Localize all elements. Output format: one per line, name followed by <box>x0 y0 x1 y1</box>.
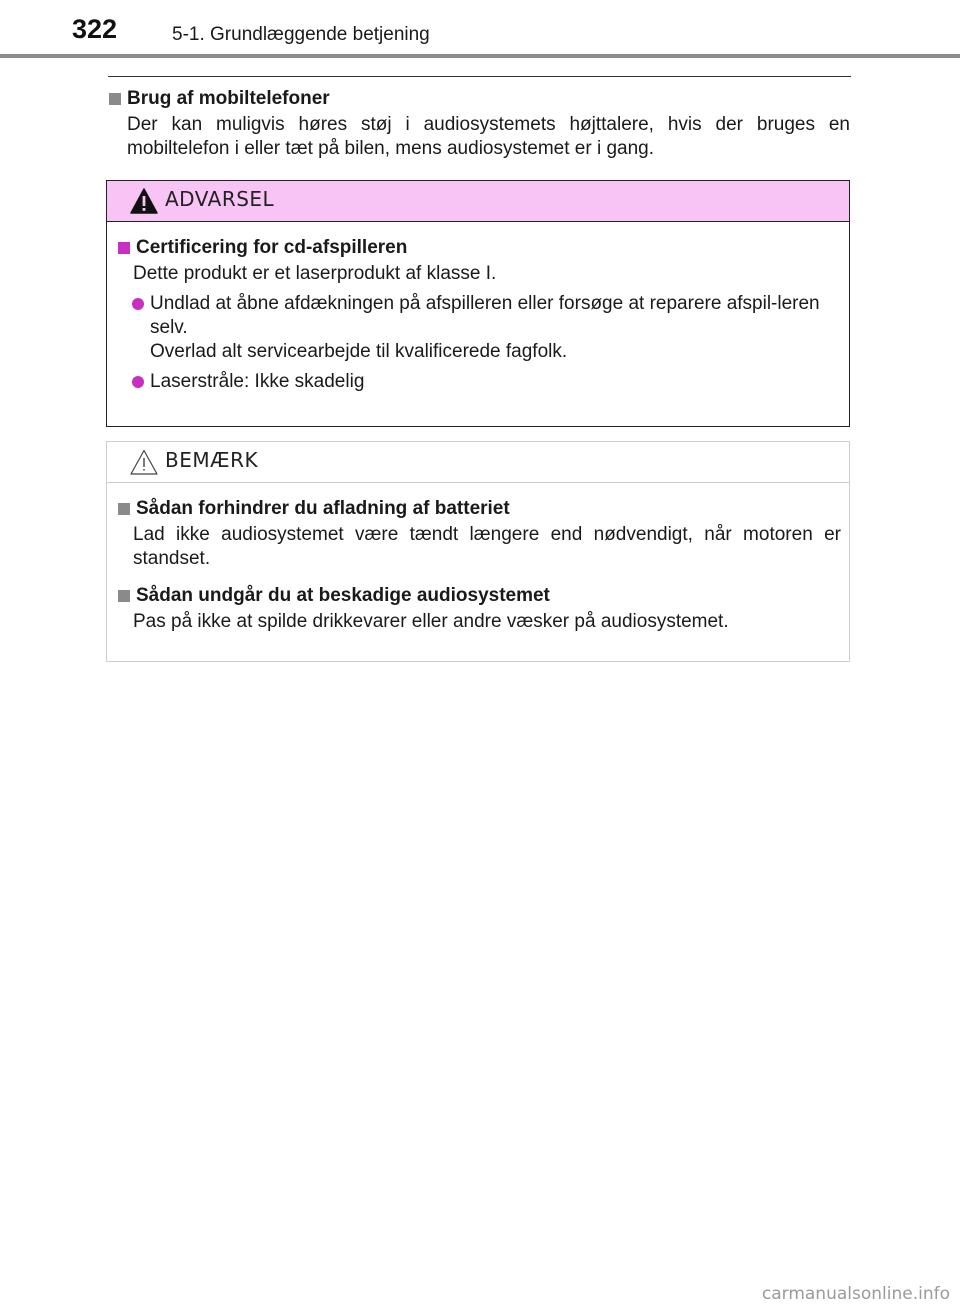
note-box-header <box>107 442 849 483</box>
note-item-1-heading-text: Sådan forhindrer du afladning af batteriet <box>136 498 510 519</box>
caution-triangle-outline-icon <box>129 448 159 476</box>
note-title: BEMÆRK <box>165 448 259 472</box>
note-item-2-heading <box>117 585 849 607</box>
warning-bullet-2-text: Laserstråle: Ikke skadelig <box>150 371 365 392</box>
warning-bullet-1 <box>132 292 841 364</box>
square-bullet-icon <box>118 503 130 515</box>
warning-bullet-1-text <box>150 292 841 364</box>
note-box <box>106 441 850 662</box>
watermark: carmanualsonline.info <box>761 1284 950 1304</box>
square-bullet-icon <box>118 590 130 602</box>
mobile-phone-text: Der kan muligvis høres støj i audiosystemets højttalere, hvis der bruges en mobiltelefon i eller tæt på bilen, mens audiosystemet er i gang. <box>127 114 850 159</box>
content-top-rule <box>108 76 851 77</box>
note-item-1-heading <box>117 498 849 520</box>
warning-bullet-1-line1: Undlad at åbne afdækningen på afspilleren eller forsøge at reparere afspil-leren selv. <box>150 293 820 338</box>
header-rule <box>0 54 960 58</box>
square-bullet-icon <box>118 242 130 254</box>
warning-title: ADVARSEL <box>165 187 275 211</box>
warning-item <box>117 237 849 394</box>
note-item-2-heading-text: Sådan undgår du at beskadige audiosystemet <box>136 585 550 606</box>
note-item-1-text: Lad ikke audiosystemet være tændt længere end nødvendigt, når motoren er standset. <box>133 524 841 569</box>
warning-bullet-2 <box>132 370 841 394</box>
mobile-phone-heading <box>108 88 850 110</box>
warning-intro: Dette produkt er et laserprodukt af klasse I. <box>133 263 497 284</box>
round-bullet-icon <box>132 298 144 310</box>
page-number: 322 <box>72 14 118 44</box>
warning-heading-text: Certificering for cd-afspilleren <box>136 237 408 258</box>
note-item-2-text: Pas på ikke at spilde drikkevarer eller andre væsker på audiosystemet. <box>133 611 729 632</box>
warning-body <box>107 222 849 394</box>
section-title: 5-1. Grundlæggende betjening <box>172 24 430 45</box>
note-body <box>107 483 849 634</box>
warning-heading <box>117 237 849 259</box>
warning-bullet-1-line2: Overlad alt servicearbejde til kvalificerede fagfolk. <box>150 341 568 362</box>
square-bullet-icon <box>109 93 121 105</box>
note-item-1 <box>117 498 849 571</box>
mobile-phone-section <box>108 88 850 161</box>
page-header <box>0 0 960 60</box>
warning-box <box>106 180 850 427</box>
warning-triangle-icon <box>129 187 159 215</box>
round-bullet-icon <box>132 376 144 388</box>
mobile-phone-heading-text: Brug af mobiltelefoner <box>127 88 330 109</box>
warning-box-header <box>107 181 849 222</box>
note-item-2 <box>117 585 849 634</box>
